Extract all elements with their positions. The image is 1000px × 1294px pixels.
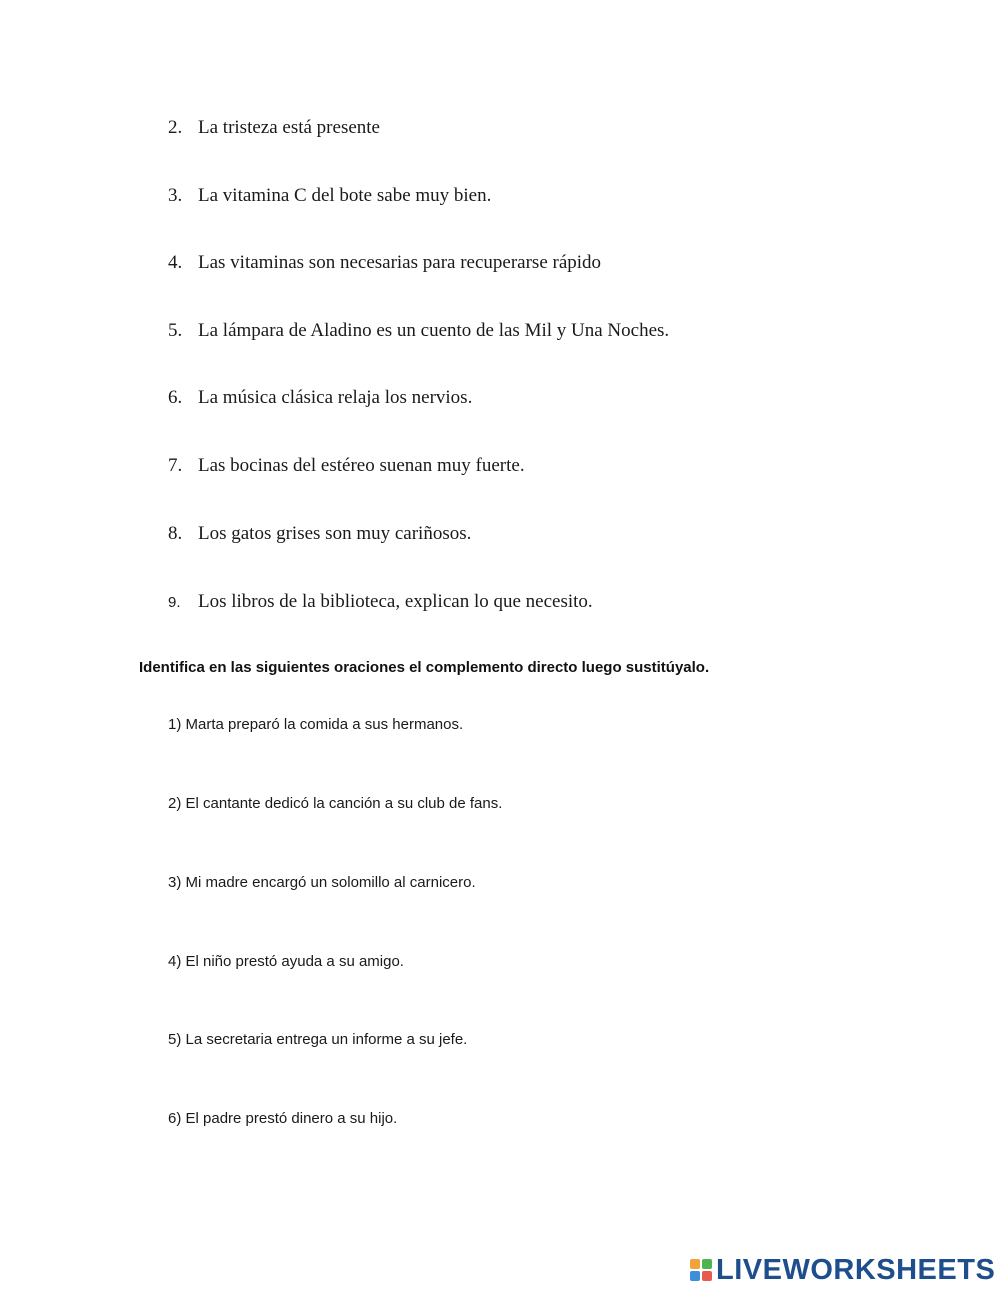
list-item — [168, 454, 525, 478]
exercise-item: 2) El cantante dedicó la canción a su club de fans. — [168, 795, 503, 812]
exercise-item: 6) El padre prestó dinero a su hijo. — [168, 1110, 398, 1127]
item-text: La lámpara de Aladino es un cuento de las Mil y Una Noches. — [198, 320, 670, 341]
item-text: La música clásica relaja los nervios. — [198, 387, 473, 408]
item-text: Las vitaminas son necesarias para recuperarse rápido — [198, 252, 602, 273]
liveworksheets-logo — [690, 1254, 995, 1286]
list-item — [168, 319, 669, 343]
list-item — [168, 116, 380, 140]
item-text: Las bocinas del estéreo suenan muy fuerte. — [198, 455, 525, 476]
item-number: 6. — [168, 387, 183, 408]
item-number: 4. — [168, 252, 183, 273]
exercise-item: 5) La secretaria entrega un informe a su jefe. — [168, 1031, 468, 1048]
item-text: La tristeza está presente — [198, 117, 380, 138]
section-heading: Identifica en las siguientes oraciones el complemento directo luego sustitúyalo. — [139, 659, 710, 676]
item-number: 7. — [168, 455, 183, 476]
item-text: La vitamina C del bote sabe muy bien. — [198, 185, 492, 206]
logo-block — [690, 1271, 700, 1281]
logo-block — [702, 1259, 712, 1269]
item-number: 5. — [168, 320, 183, 341]
logo-blocks-icon — [690, 1259, 712, 1281]
list-item — [168, 522, 471, 546]
item-text: Los libros de la biblioteca, explican lo que necesito. — [198, 591, 593, 612]
item-number: 2. — [168, 117, 183, 138]
item-number: 3. — [168, 185, 183, 206]
exercise-item: 1) Marta preparó la comida a sus hermanos. — [168, 716, 464, 733]
list-item — [168, 590, 593, 615]
item-text: Los gatos grises son muy cariñosos. — [198, 523, 472, 544]
logo-block — [690, 1259, 700, 1269]
item-number: 9. — [168, 594, 181, 611]
exercise-item: 3) Mi madre encargó un solomillo al carnicero. — [168, 874, 476, 891]
item-number: 8. — [168, 523, 183, 544]
list-item — [168, 386, 472, 410]
exercise-item: 4) El niño prestó ayuda a su amigo. — [168, 953, 404, 970]
logo-block — [702, 1271, 712, 1281]
list-item — [168, 184, 491, 208]
list-item — [168, 251, 601, 275]
logo-text: LIVEWORKSHEETS — [716, 1254, 996, 1286]
